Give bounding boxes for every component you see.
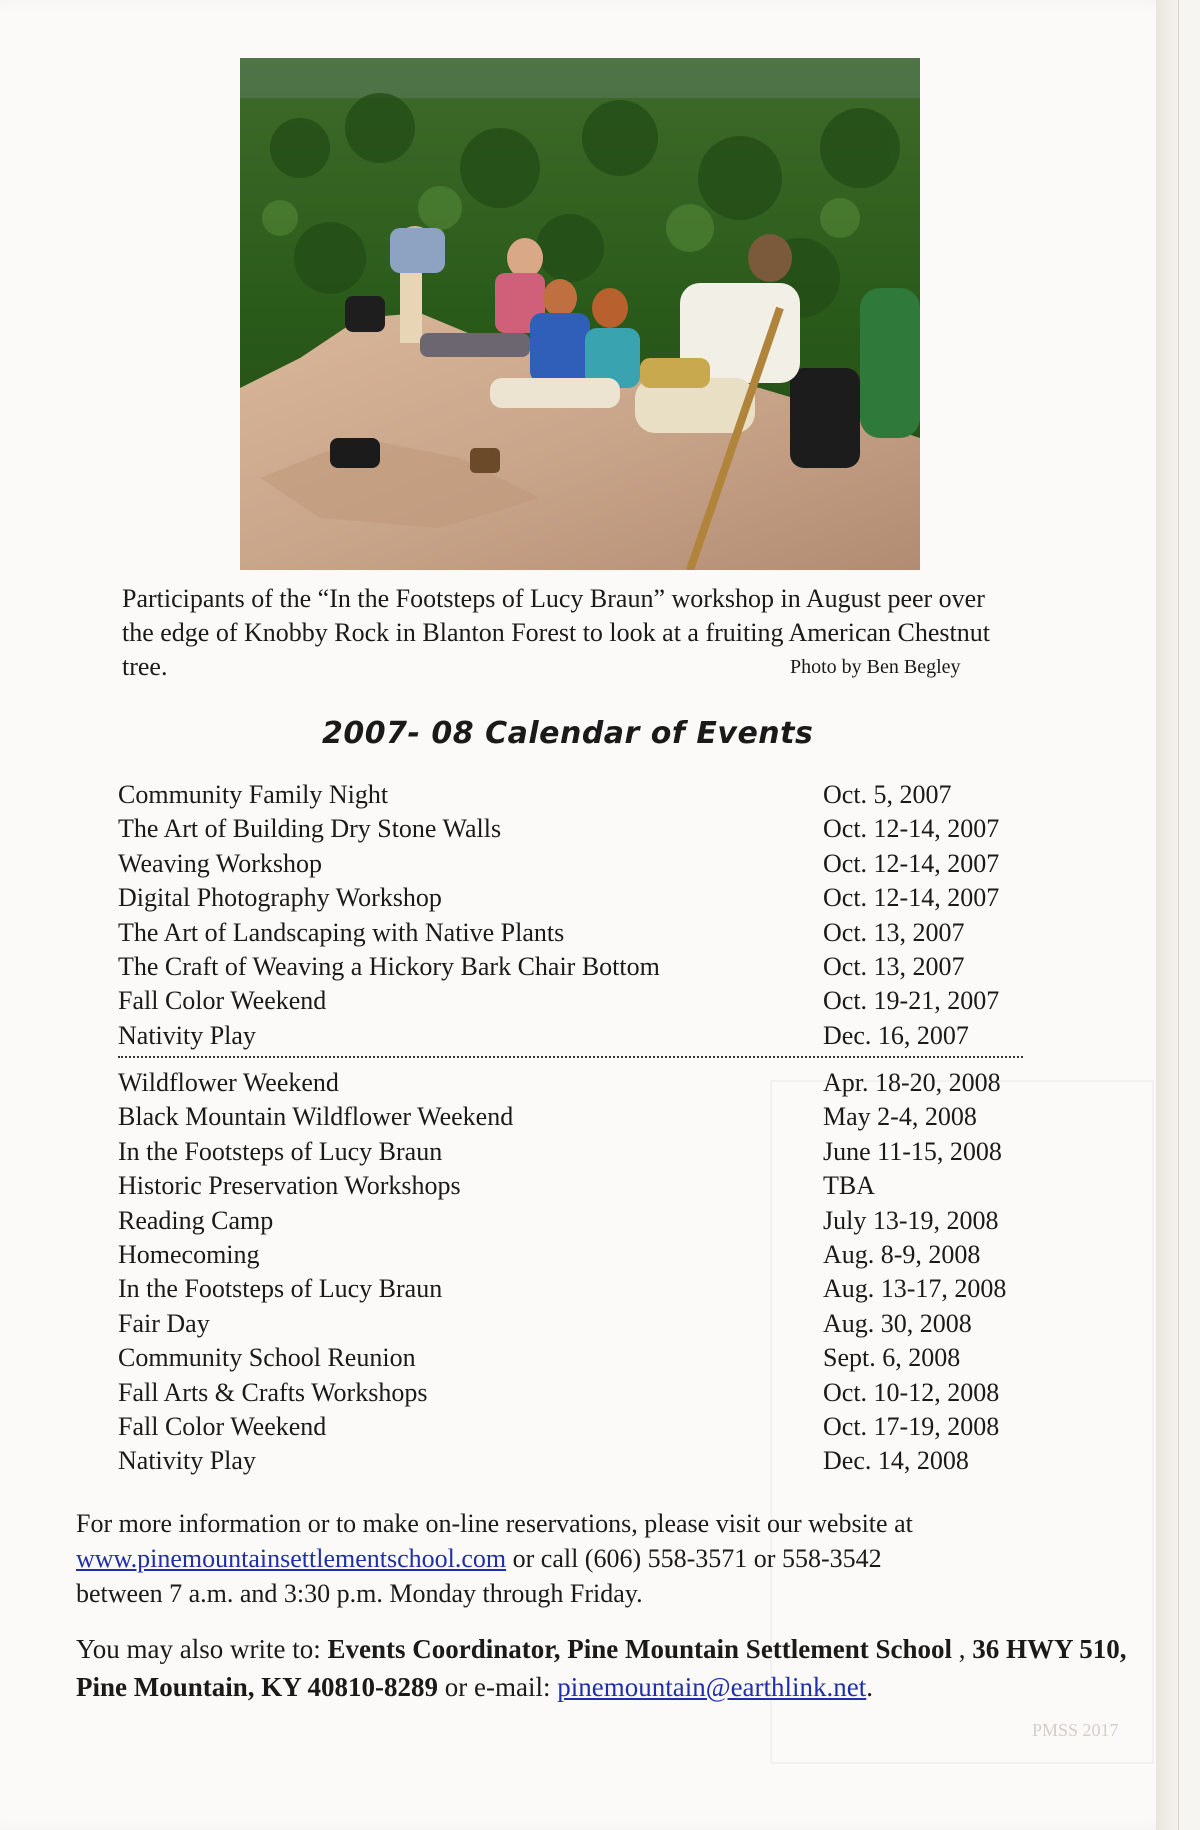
events-2008-list xyxy=(118,1066,1058,1479)
contact-intro: You may also write to: xyxy=(76,1634,328,1664)
phone-text: or call (606) 558-3571 or 558-3542 xyxy=(506,1544,882,1573)
event-date: Sept. 6, 2008 xyxy=(823,1343,961,1373)
photo-caption: Participants of the “In the Footsteps of Lucy Braun” workshop in August peer over the edge of Knobby Rock in Blanton Forest to look at a fruiting American Chestnut tree. xyxy=(122,584,990,681)
event-name: Black Mountain Wildflower Weekend xyxy=(118,1102,514,1132)
event-row xyxy=(118,916,1058,950)
event-row xyxy=(118,1169,1058,1203)
event-date: Dec. 16, 2007 xyxy=(823,1020,969,1050)
event-name: Fall Color Weekend xyxy=(118,986,327,1016)
event-row xyxy=(118,1410,1058,1444)
event-date: July 13-19, 2008 xyxy=(823,1205,999,1235)
event-date: Aug. 8-9, 2008 xyxy=(823,1239,981,1269)
event-row xyxy=(118,1100,1058,1134)
contact-paragraph xyxy=(76,1630,1136,1706)
workshop-photo xyxy=(240,58,920,570)
event-name: Nativity Play xyxy=(118,1446,256,1476)
event-name: In the Footsteps of Lucy Braun xyxy=(118,1274,443,1304)
info-paragraph xyxy=(76,1506,1096,1611)
event-row xyxy=(118,1204,1058,1238)
event-row xyxy=(118,1019,1058,1053)
event-name: The Art of Building Dry Stone Walls xyxy=(118,814,502,844)
event-date: Oct. 12-14, 2007 xyxy=(823,883,1000,913)
event-row xyxy=(118,778,1058,812)
event-date: Oct. 10-12, 2008 xyxy=(823,1377,1000,1407)
event-row xyxy=(118,1066,1058,1100)
contact-address: 36 HWY 510, Pine Mountain, KY 40810-8289 xyxy=(76,1634,1127,1702)
website-link[interactable]: www.pinemountainsettlementschool.com xyxy=(76,1544,507,1573)
event-row xyxy=(118,1135,1058,1169)
event-name: The Art of Landscaping with Native Plants xyxy=(118,917,565,947)
event-name: Historic Preservation Workshops xyxy=(118,1171,461,1201)
event-date: Oct. 17-19, 2008 xyxy=(823,1411,1000,1441)
event-row xyxy=(118,1272,1058,1306)
event-date: Oct. 13, 2007 xyxy=(823,951,965,981)
event-date: Oct. 12-14, 2007 xyxy=(823,814,1000,844)
event-row xyxy=(118,1307,1058,1341)
page-mark: PMSS 2017 xyxy=(1032,1720,1119,1740)
page-edge xyxy=(1156,0,1178,1830)
event-name: Fall Arts & Crafts Workshops xyxy=(118,1377,428,1407)
email-link[interactable]: pinemountain@earthlink.net xyxy=(557,1672,867,1702)
event-row xyxy=(118,1341,1058,1375)
info-line-1: For more information or to make on-line reservations, please visit our website at xyxy=(76,1509,913,1538)
event-date: May 2-4, 2008 xyxy=(823,1102,977,1132)
event-name: Wildflower Weekend xyxy=(118,1068,339,1097)
email-intro: or e-mail: xyxy=(438,1672,558,1702)
event-name: Fall Color Weekend xyxy=(118,1411,327,1441)
events-2007-list xyxy=(118,778,1058,1053)
contact-name: Events Coordinator, Pine Mountain Settlement School xyxy=(327,1634,953,1664)
event-row xyxy=(118,812,1058,846)
dotted-divider xyxy=(118,1056,1023,1058)
contact-separator: , xyxy=(952,1634,973,1664)
event-name: The Craft of Weaving a Hickory Bark Chair Bottom xyxy=(118,951,660,981)
event-row xyxy=(118,984,1058,1018)
event-date: Dec. 14, 2008 xyxy=(823,1446,969,1476)
event-date: Aug. 30, 2008 xyxy=(823,1308,972,1338)
calendar-title: 2007- 08 Calendar of Events xyxy=(322,716,814,751)
event-name: Fair Day xyxy=(118,1308,210,1338)
event-row xyxy=(118,847,1058,881)
event-date: June 11-15, 2008 xyxy=(823,1136,1002,1166)
event-row xyxy=(118,1376,1058,1410)
event-row xyxy=(118,950,1058,984)
photo-icon xyxy=(240,58,920,570)
event-date: Oct. 13, 2007 xyxy=(823,917,965,947)
event-name: Community Family Night xyxy=(118,780,389,809)
event-name: Reading Camp xyxy=(118,1205,274,1235)
event-date: TBA xyxy=(823,1171,875,1201)
event-date: Apr. 18-20, 2008 xyxy=(823,1068,1001,1097)
event-row xyxy=(118,1444,1058,1478)
event-name: Community School Reunion xyxy=(118,1343,416,1373)
event-name: Homecoming xyxy=(118,1239,260,1269)
event-date: Oct. 19-21, 2007 xyxy=(823,986,1000,1016)
event-date: Oct. 5, 2007 xyxy=(823,780,952,809)
event-date: Oct. 12-14, 2007 xyxy=(823,848,1000,878)
event-row xyxy=(118,1238,1058,1272)
event-name: Digital Photography Workshop xyxy=(118,883,442,913)
event-date: Aug. 13-17, 2008 xyxy=(823,1274,1007,1304)
hours-text: between 7 a.m. and 3:30 p.m. Monday through Friday. xyxy=(76,1579,643,1608)
event-name: Weaving Workshop xyxy=(118,848,323,878)
event-name: In the Footsteps of Lucy Braun xyxy=(118,1136,443,1166)
contact-end: . xyxy=(866,1672,874,1702)
event-name: Nativity Play xyxy=(118,1020,256,1050)
event-row xyxy=(118,881,1058,915)
photo-credit: Photo by Ben Begley xyxy=(790,656,961,678)
